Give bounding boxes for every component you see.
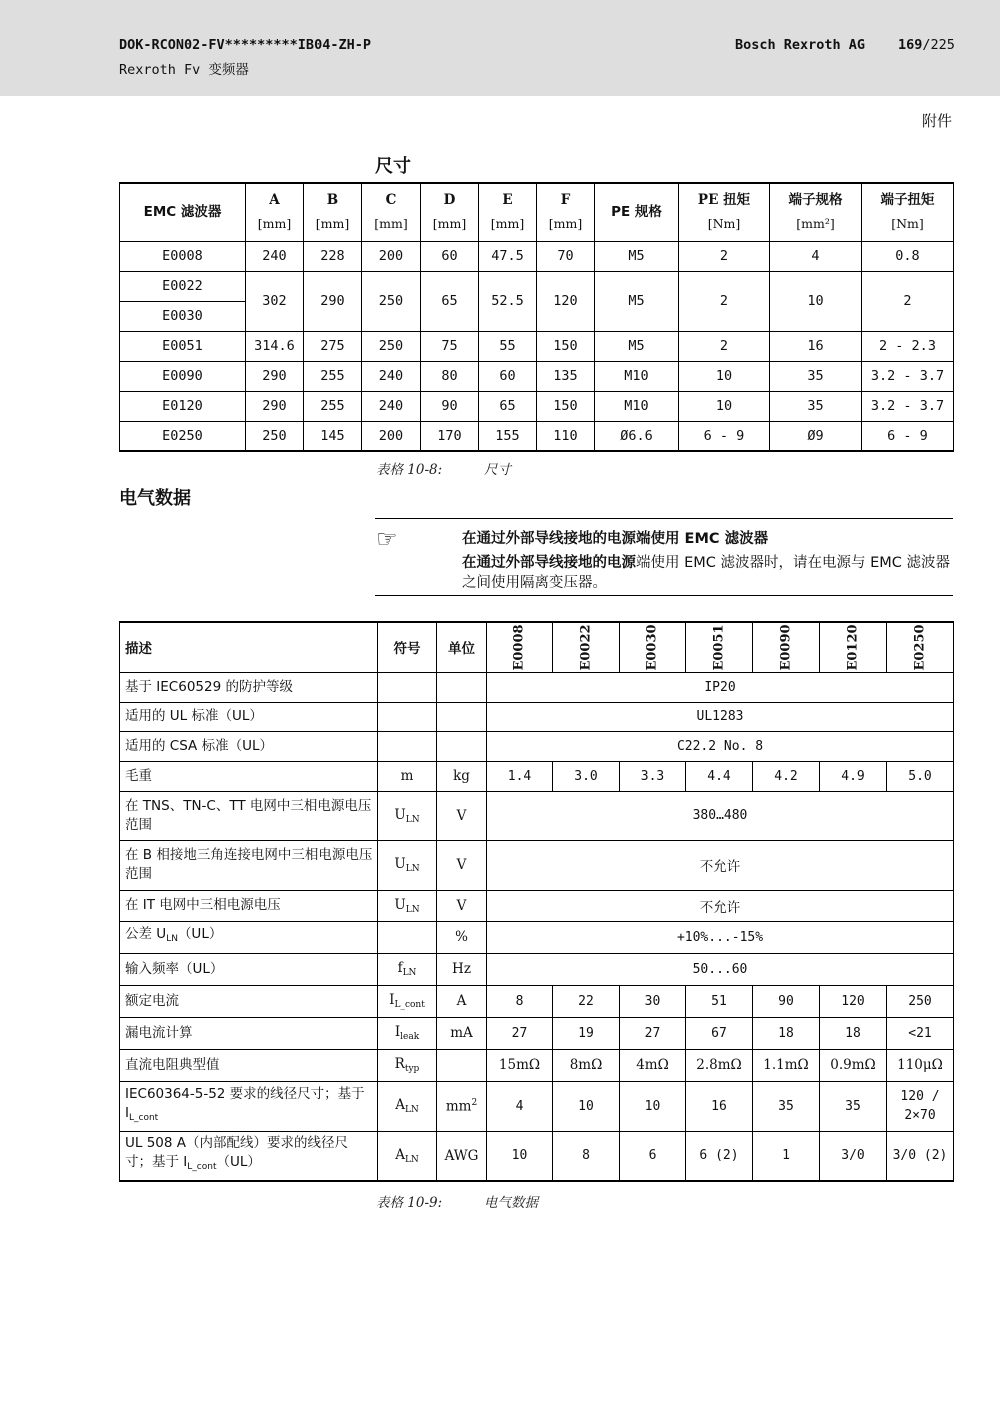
cell: 8mΩ <box>553 1049 620 1081</box>
col-symbol: 符号 <box>378 622 437 672</box>
cell: +10%...-15% <box>487 921 954 953</box>
cell: 4.9 <box>820 761 887 791</box>
table-row <box>120 1049 954 1081</box>
col-pe-torque: PE 扭矩 [Nm] <box>679 183 770 241</box>
table-row <box>120 791 954 840</box>
cell: 228 <box>304 241 362 271</box>
filter-name: E0120 <box>120 391 246 421</box>
cell <box>378 702 437 731</box>
col-model: E0030 <box>620 622 686 672</box>
col-a: A [mm] <box>246 183 304 241</box>
cell: 10 <box>770 271 862 331</box>
cell: 10 <box>679 361 770 391</box>
row-label: 在 B 相接地三角连接电网中三相电源电压范围 <box>120 840 378 890</box>
col-unit: 单位 <box>437 622 487 672</box>
table-row <box>120 890 954 921</box>
cell: 1 <box>753 1131 820 1181</box>
cell: 275 <box>304 331 362 361</box>
row-label: UL 508 A（内部配线）要求的线径尺寸；基于 $I_{L\_cont}(UL)$ <box>120 1131 378 1181</box>
cell: 200 <box>362 421 421 451</box>
cell: 3.3 <box>620 761 686 791</box>
col-model: E0022 <box>553 622 620 672</box>
cell: 110μΩ <box>887 1049 954 1081</box>
cell: 16 <box>770 331 862 361</box>
cell: 4mΩ <box>620 1049 686 1081</box>
col-b: B [mm] <box>304 183 362 241</box>
caption-text: 尺寸 <box>484 462 511 478</box>
cell: M5 <box>595 271 679 331</box>
table-row <box>120 953 954 985</box>
cell: 27 <box>487 1017 553 1049</box>
cell: 4 <box>770 241 862 271</box>
caption-text: 电气数据 <box>484 1195 538 1211</box>
cell: 0.9mΩ <box>820 1049 887 1081</box>
cell: 170 <box>421 421 479 451</box>
cell: 250 <box>887 985 954 1017</box>
col-model: E0120 <box>820 622 887 672</box>
cell: kg <box>437 761 487 791</box>
cell: 120 <box>820 985 887 1017</box>
company-name: Bosch Rexroth AG <box>735 37 866 53</box>
cell: V <box>437 840 487 890</box>
col-filter: EMC 滤波器 <box>120 183 246 241</box>
cell: V <box>437 791 487 840</box>
cell: UL1283 <box>487 702 954 731</box>
col-pe: PE 规格 <box>595 183 679 241</box>
cell: 27 <box>620 1017 686 1049</box>
cell: 314.6 <box>246 331 304 361</box>
row-label: 适用的 CSA 标准（UL） <box>120 731 378 761</box>
cell <box>437 702 487 731</box>
cell: <21 <box>887 1017 954 1049</box>
table-row <box>120 421 954 451</box>
cell <box>437 1049 487 1081</box>
pointing-hand-icon: ☞ <box>376 525 398 553</box>
electrical-table <box>119 621 954 1182</box>
caption-number: 表格 10-9: <box>376 1195 443 1211</box>
col-model: E0090 <box>753 622 820 672</box>
cell: 19 <box>553 1017 620 1049</box>
cell: 不允许 <box>487 840 954 890</box>
product-name: Rexroth Fv 变频器 <box>119 62 249 78</box>
cell: 16 <box>686 1081 753 1131</box>
filter-name: E0030 <box>120 301 246 331</box>
cell: 2.8mΩ <box>686 1049 753 1081</box>
cell: 80 <box>421 361 479 391</box>
cell: M10 <box>595 391 679 421</box>
cell: 155 <box>479 421 537 451</box>
cell: Hz <box>437 953 487 985</box>
row-label: 额定电流 <box>120 985 378 1017</box>
cell: $U_{LN}$ <box>378 791 437 840</box>
row-label: IEC60364-5-52 要求的线径尺寸；基于 $I_{L\_cont}$ <box>120 1081 378 1131</box>
row-label: 漏电流计算 <box>120 1017 378 1049</box>
cell: 10 <box>620 1081 686 1131</box>
row-label: 公差 $U_{LN}(UL)$ <box>120 921 378 953</box>
caption-number: 表格 10-8: <box>376 462 443 478</box>
cell: 51 <box>686 985 753 1017</box>
row-label: 在 IT 电网中三相电源电压 <box>120 890 378 921</box>
row-label: 毛重 <box>120 761 378 791</box>
cell: $I_{leak}$ <box>378 1017 437 1049</box>
col-model: E0051 <box>686 622 753 672</box>
cell: 250 <box>362 331 421 361</box>
filter-name: E0090 <box>120 361 246 391</box>
electrical-header-row <box>120 622 954 672</box>
cell: 90 <box>753 985 820 1017</box>
cell: AWG <box>437 1131 487 1181</box>
filter-name: E0051 <box>120 331 246 361</box>
cell: 6 - 9 <box>862 421 954 451</box>
cell: 6 - 9 <box>679 421 770 451</box>
cell: 60 <box>421 241 479 271</box>
cell: 3.2 - 3.7 <box>862 361 954 391</box>
dimensions-caption <box>376 458 511 478</box>
cell: 52.5 <box>479 271 537 331</box>
cell <box>378 672 437 702</box>
cell <box>378 731 437 761</box>
table-row <box>120 361 954 391</box>
cell: $U_{LN}$ <box>378 840 437 890</box>
cell: 250 <box>246 421 304 451</box>
cell: $I_{L\_cont}$ <box>378 985 437 1017</box>
col-description: 描述 <box>120 622 378 672</box>
cell: $R_{typ}$ <box>378 1049 437 1081</box>
row-label: 在 TNS、TN-C、TT 电网中三相电源电压范围 <box>120 791 378 840</box>
note-top-divider <box>375 518 953 519</box>
cell: m <box>378 761 437 791</box>
cell: 18 <box>820 1017 887 1049</box>
cell: 255 <box>304 391 362 421</box>
cell: 0.8 <box>862 241 954 271</box>
cell: 240 <box>362 361 421 391</box>
cell: 302 <box>246 271 304 331</box>
cell: $mm^2$ <box>437 1081 487 1131</box>
cell <box>378 921 437 953</box>
col-c: C [mm] <box>362 183 421 241</box>
table-row <box>120 921 954 953</box>
cell: M5 <box>595 241 679 271</box>
cell: 75 <box>421 331 479 361</box>
cell: 1.1mΩ <box>753 1049 820 1081</box>
cell: $U_{LN}$ <box>378 890 437 921</box>
cell: 2 - 2.3 <box>862 331 954 361</box>
electrical-caption <box>376 1191 538 1211</box>
cell: 35 <box>770 391 862 421</box>
cell: 50...60 <box>487 953 954 985</box>
cell: 110 <box>537 421 595 451</box>
row-label: 输入频率（UL） <box>120 953 378 985</box>
cell: 4 <box>487 1081 553 1131</box>
table-row <box>120 1131 954 1181</box>
note-bottom-divider <box>375 595 953 596</box>
col-terminal-torque: 端子扭矩 [Nm] <box>862 183 954 241</box>
electrical-heading: 电气数据 <box>119 488 191 509</box>
table-row <box>120 985 954 1017</box>
cell: 6 (2) <box>686 1131 753 1181</box>
table-row <box>120 1017 954 1049</box>
cell: 35 <box>770 361 862 391</box>
table-row <box>120 331 954 361</box>
table-row <box>120 761 954 791</box>
table-row <box>120 391 954 421</box>
cell: 2 <box>679 271 770 331</box>
col-f: F [mm] <box>537 183 595 241</box>
cell: 4.4 <box>686 761 753 791</box>
cell: 120 / 2×70 <box>887 1081 954 1131</box>
cell: % <box>437 921 487 953</box>
cell: 135 <box>537 361 595 391</box>
cell: 4.2 <box>753 761 820 791</box>
cell: 290 <box>246 361 304 391</box>
cell: V <box>437 890 487 921</box>
dimensions-table <box>119 182 954 452</box>
cell <box>437 731 487 761</box>
cell: 35 <box>753 1081 820 1131</box>
cell: $A_{LN}$ <box>378 1131 437 1181</box>
cell: 22 <box>553 985 620 1017</box>
cell: 2 <box>679 331 770 361</box>
cell: M5 <box>595 331 679 361</box>
cell: $f_{LN}$ <box>378 953 437 985</box>
cell: 290 <box>304 271 362 331</box>
cell: 10 <box>487 1131 553 1181</box>
cell: 10 <box>679 391 770 421</box>
table-row <box>120 702 954 731</box>
table-row <box>120 271 954 301</box>
table-row <box>120 241 954 271</box>
cell: 15mΩ <box>487 1049 553 1081</box>
cell: 3.0 <box>553 761 620 791</box>
row-label: 直流电阻典型值 <box>120 1049 378 1081</box>
cell: IP20 <box>487 672 954 702</box>
cell: 250 <box>362 271 421 331</box>
cell: A <box>437 985 487 1017</box>
cell: 3.2 - 3.7 <box>862 391 954 421</box>
cell: 2 <box>679 241 770 271</box>
section-tag: 附件 <box>921 112 952 130</box>
filter-name: E0250 <box>120 421 246 451</box>
cell: 145 <box>304 421 362 451</box>
cell: 90 <box>421 391 479 421</box>
cell: 200 <box>362 241 421 271</box>
cell: M10 <box>595 361 679 391</box>
cell: 30 <box>620 985 686 1017</box>
col-model: E0008 <box>487 622 553 672</box>
cell: 150 <box>537 391 595 421</box>
cell: 8 <box>553 1131 620 1181</box>
table-row <box>120 731 954 761</box>
row-label: 适用的 UL 标准（UL） <box>120 702 378 731</box>
col-e: E [mm] <box>479 183 537 241</box>
cell: 不允许 <box>487 890 954 921</box>
cell: 35 <box>820 1081 887 1131</box>
document-number: DOK-RCON02-FV*********IB04-ZH-P <box>119 37 371 53</box>
cell: 380…480 <box>487 791 954 840</box>
col-model: E0250 <box>887 622 954 672</box>
cell: mA <box>437 1017 487 1049</box>
cell: 67 <box>686 1017 753 1049</box>
cell: 65 <box>421 271 479 331</box>
cell: Ø9 <box>770 421 862 451</box>
cell <box>437 672 487 702</box>
row-label: 基于 IEC60529 的防护等级 <box>120 672 378 702</box>
col-d: D [mm] <box>421 183 479 241</box>
cell: 70 <box>537 241 595 271</box>
cell: 55 <box>479 331 537 361</box>
cell: 3/0 <box>820 1131 887 1181</box>
cell: 18 <box>753 1017 820 1049</box>
cell: 65 <box>479 391 537 421</box>
cell: 3/0 (2) <box>887 1131 954 1181</box>
cell: C22.2 No. 8 <box>487 731 954 761</box>
cell: Ø6.6 <box>595 421 679 451</box>
dimensions-heading: 尺寸 <box>375 156 411 177</box>
note-title: 在通过外部导线接地的电源端使用 EMC 滤波器 <box>462 531 769 547</box>
cell: 150 <box>537 331 595 361</box>
cell: 290 <box>246 391 304 421</box>
cell: $A_{LN}$ <box>378 1081 437 1131</box>
table-row <box>120 672 954 702</box>
note-text: 在通过外部导线接地的电源端使用 EMC 滤波器时，请在电源与 EMC 滤波器之间使用隔离变压器。 <box>462 555 951 591</box>
table-row <box>120 1081 954 1131</box>
dimensions-header-row <box>120 183 954 241</box>
cell: 120 <box>537 271 595 331</box>
cell: 1.4 <box>487 761 553 791</box>
cell: 10 <box>553 1081 620 1131</box>
cell: 255 <box>304 361 362 391</box>
filter-name: E0008 <box>120 241 246 271</box>
cell: 60 <box>479 361 537 391</box>
cell: 8 <box>487 985 553 1017</box>
cell: 240 <box>246 241 304 271</box>
cell: 47.5 <box>479 241 537 271</box>
page-number: 169/225 <box>898 37 955 53</box>
filter-name: E0022 <box>120 271 246 301</box>
table-row <box>120 840 954 890</box>
cell: 240 <box>362 391 421 421</box>
col-terminal-spec: 端子规格 [mm²] <box>770 183 862 241</box>
cell: 2 <box>862 271 954 331</box>
cell: 6 <box>620 1131 686 1181</box>
cell: 5.0 <box>887 761 954 791</box>
page-header <box>0 0 1000 96</box>
